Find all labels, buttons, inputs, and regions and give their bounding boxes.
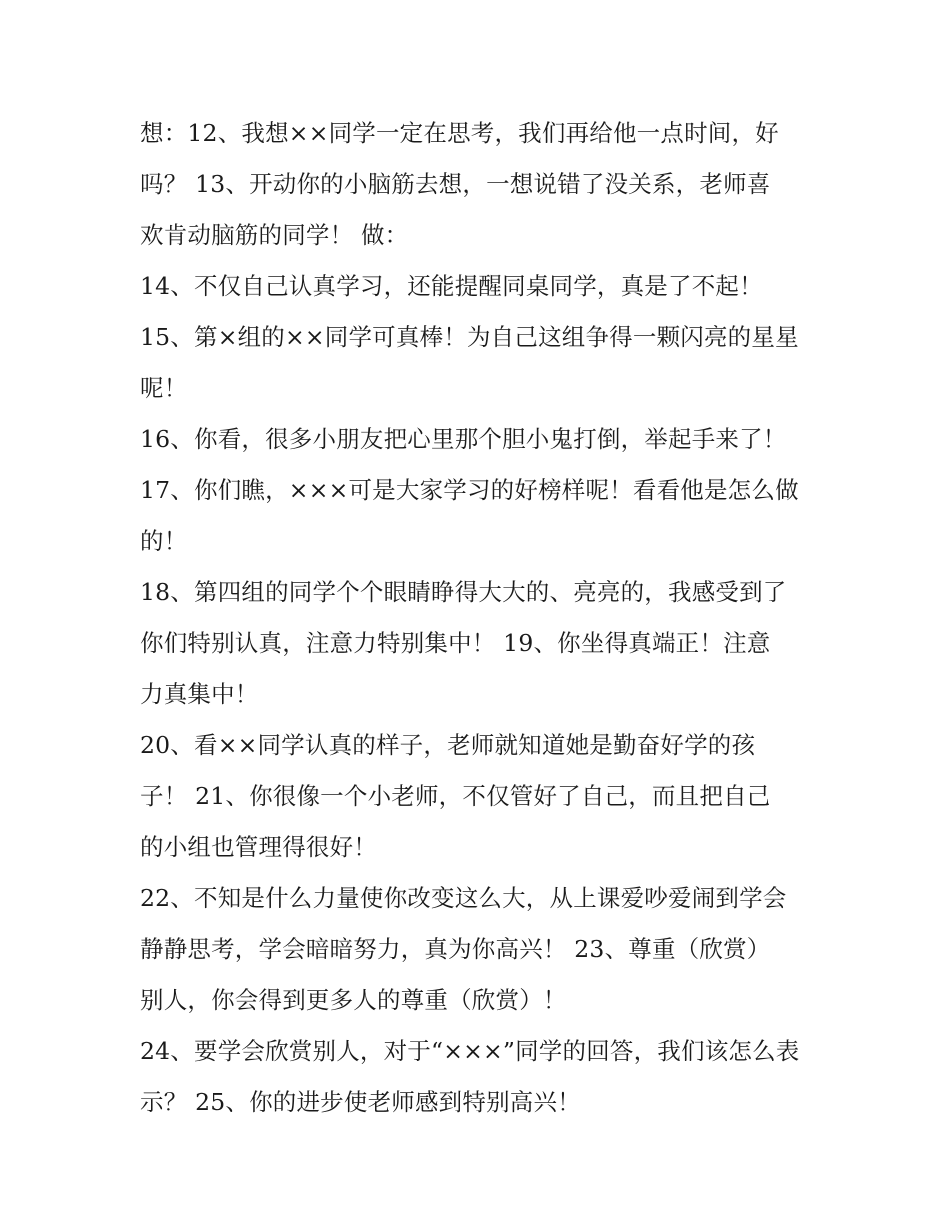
text-line: 想：12、我想××同学一定在思考，我们再给他一点时间，好 <box>140 119 779 147</box>
text-line: 24、要学会欣赏别人，对于“×××”同学的回答，我们该怎么表 <box>140 1037 800 1065</box>
text-line: 的小组也管理得很好！ <box>140 833 377 861</box>
text-line: 静静思考，学会暗暗努力，真为你高兴！ 23、尊重（欣赏） <box>140 935 771 963</box>
text-line: 欢肯动脑筋的同学！ 做： <box>140 221 409 249</box>
text-line: 示？ 25、你的进步使老师感到特别高兴！ <box>140 1088 581 1116</box>
text-line: 你们特别认真，注意力特别集中！ 19、你坐得真端正！注意 <box>140 629 771 657</box>
text-line: 子！ 21、你很像一个小老师，不仅管好了自己，而且把自己 <box>140 782 771 810</box>
text-line: 的！ <box>140 527 188 555</box>
document-page <box>140 108 830 1128</box>
text-line: 16、你看，很多小朋友把心里那个胆小鬼打倒，举起手来了！ <box>140 425 787 453</box>
text-line: 呢！ <box>140 374 188 402</box>
text-line: 别人，你会得到更多人的尊重（欣赏）！ <box>140 986 567 1014</box>
text-line: 吗？ 13、开动你的小脑筋去想，一想说错了没关系，老师喜 <box>140 170 771 198</box>
text-line: 18、第四组的同学个个眼睛睁得大大的、亮亮的，我感受到了 <box>140 578 787 606</box>
text-line: 20、看××同学认真的样子，老师就知道她是勤奋好学的孩 <box>140 731 756 759</box>
text-line: 15、第×组的××同学可真棒！为自己这组争得一颗闪亮的星星 <box>140 323 799 351</box>
text-line: 14、不仅自己认真学习，还能提醒同桌同学，真是了不起！ <box>140 272 763 300</box>
text-line: 力真集中！ <box>140 680 259 708</box>
text-line: 22、不知是什么力量使你改变这么大，从上课爱吵爱闹到学会 <box>140 884 787 912</box>
text-line: 17、你们瞧，×××可是大家学习的好榜样呢！看看他是怎么做 <box>140 476 799 504</box>
